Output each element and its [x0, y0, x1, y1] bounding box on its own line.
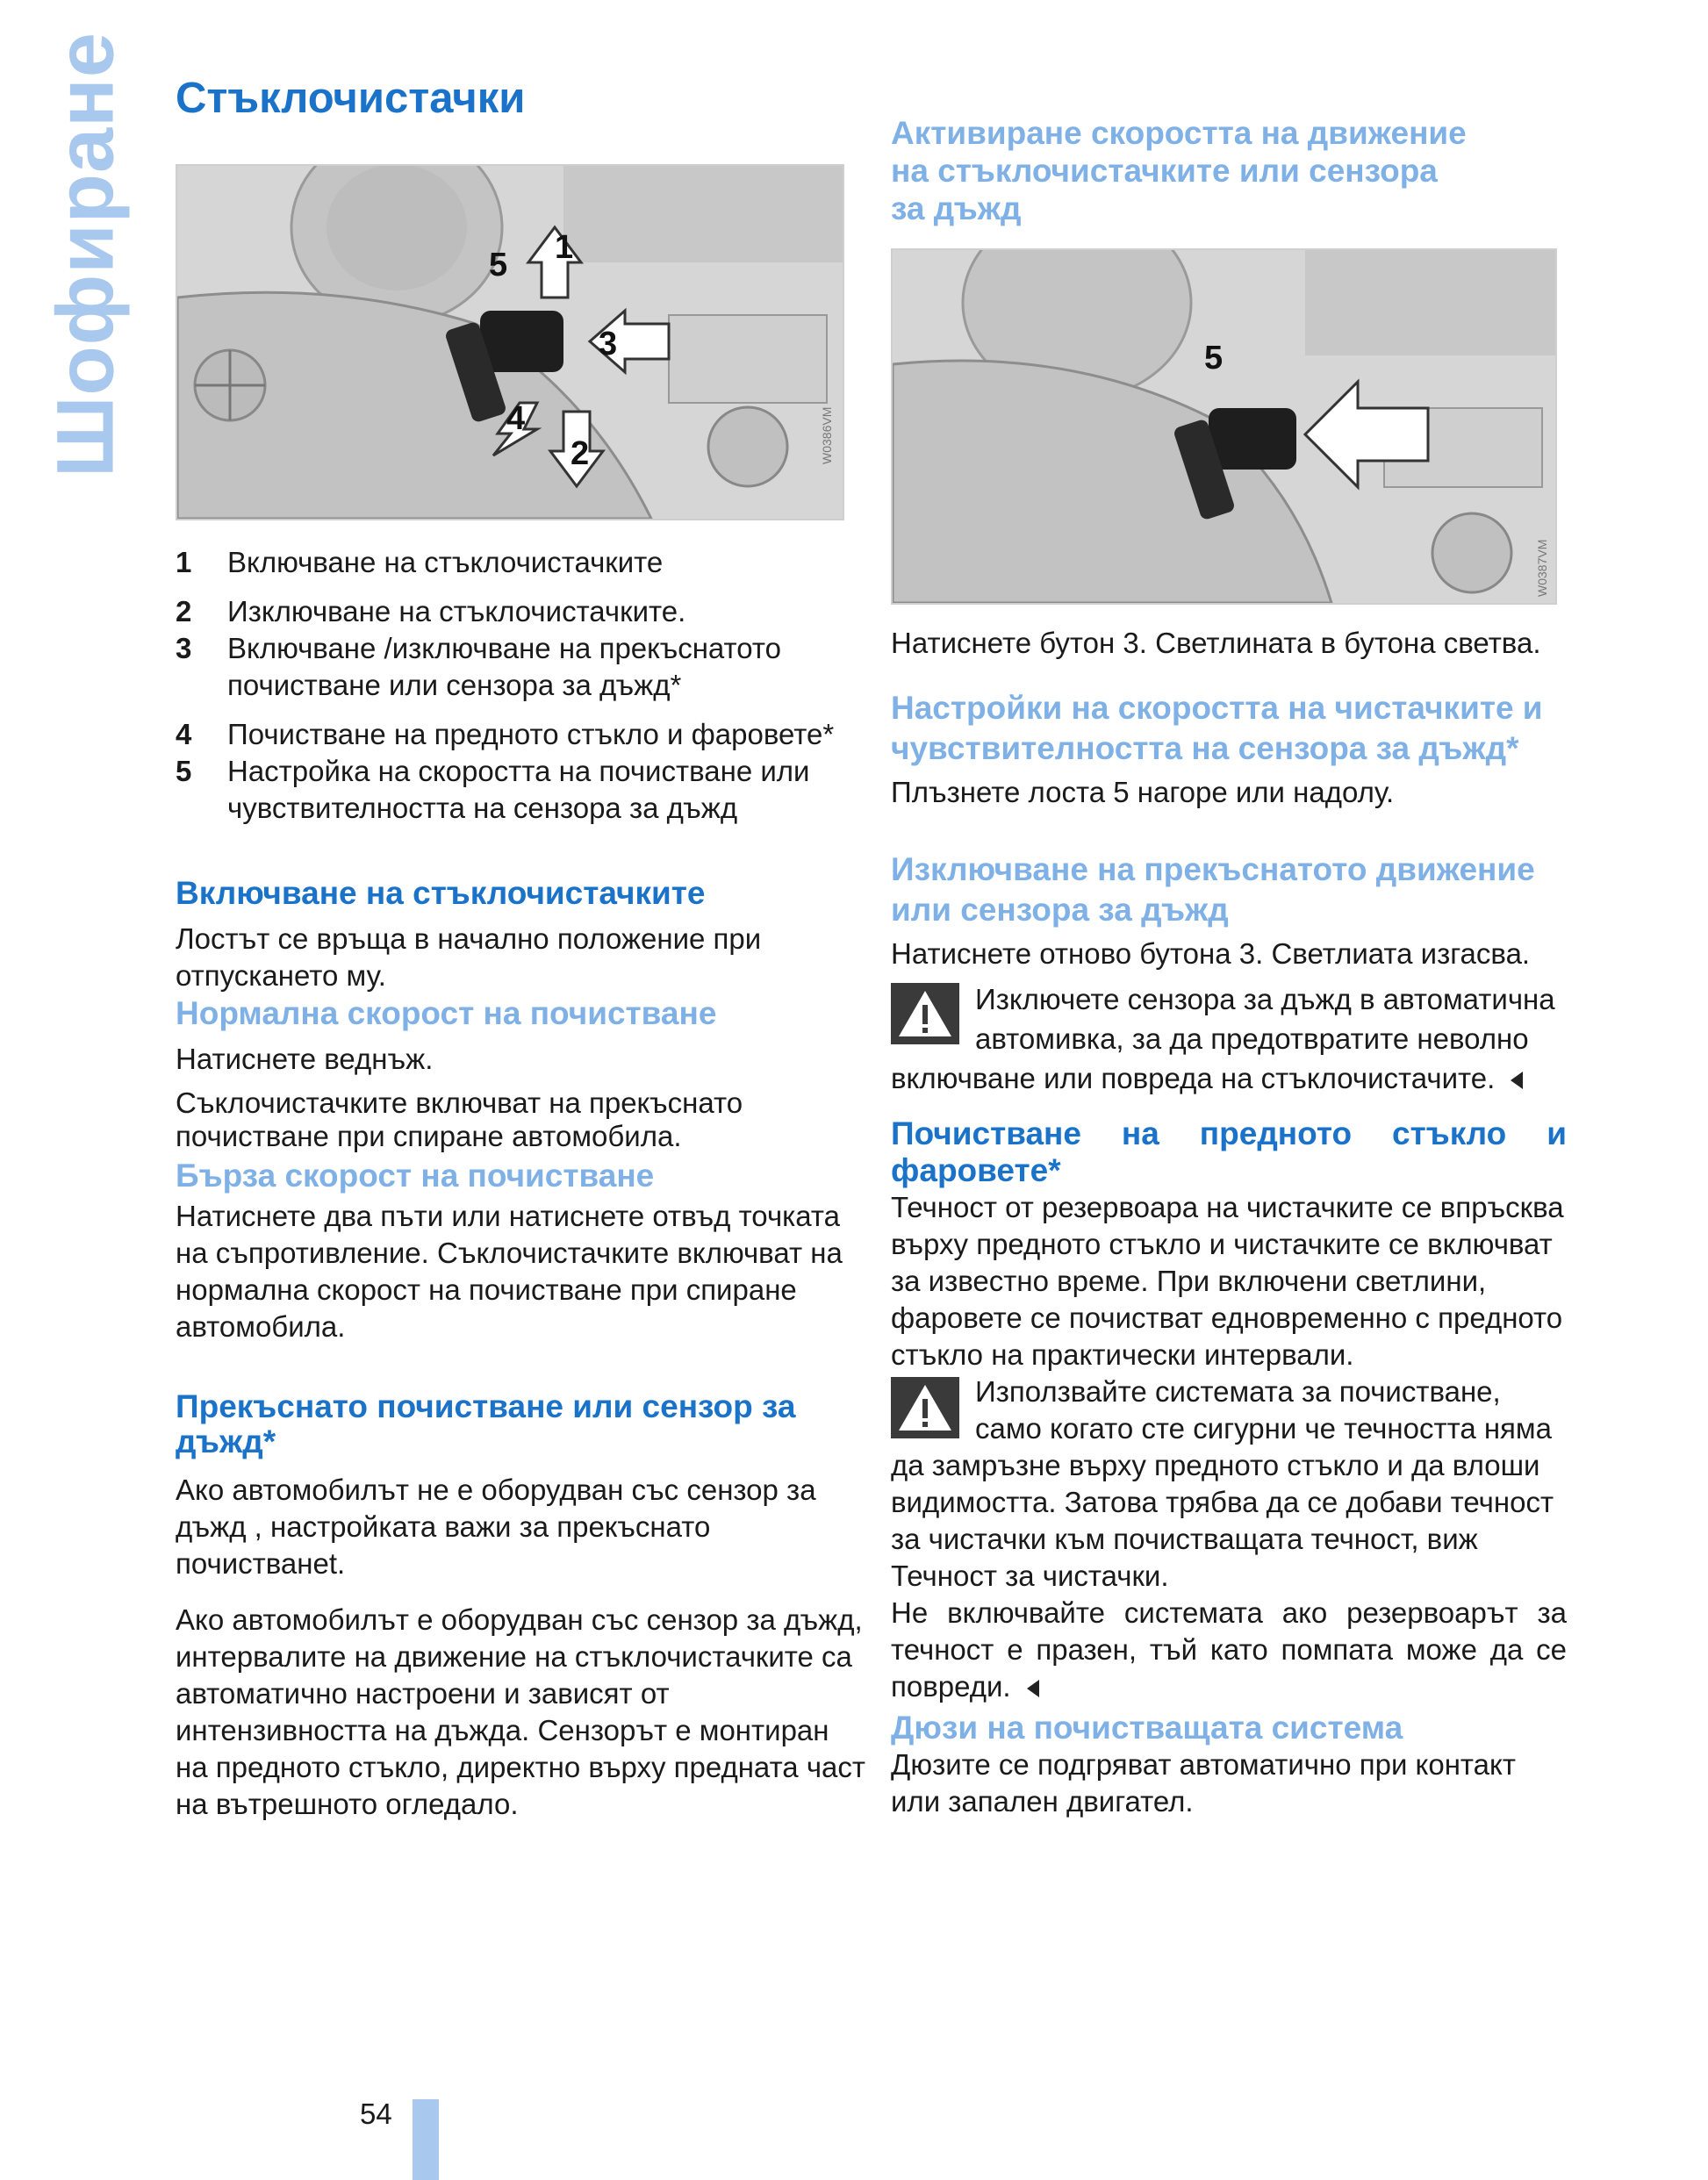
section-title-fast-speed: Бърза скорост на почистване [176, 1158, 655, 1194]
section-text: Натиснете веднъж. [176, 1043, 434, 1075]
section-text: Ако автомобилът не е оборудван със сензор за дъжд , настройката важи за прекъснато почистванеt. [176, 1474, 816, 1580]
section-text: Натиснете два пъти или натиснете отвъд точката на съпротивление. Съклочистачките включват на нормална скорост на почистване при спиране автомобила. [176, 1200, 843, 1343]
warning-note: Изключете сензора за дъжд в автоматична автомивка, за да предотвратите неволно включване или повреда на стъклочистачите. [891, 983, 1555, 1094]
section-text: Лостът се връща в начално положение при отпускането му. [176, 922, 762, 992]
figure1-callout-3: 3 [599, 326, 618, 362]
section-title-washer: Почистване на предното стъкло и фаровете* [891, 1115, 1567, 1188]
left-column [176, 874, 869, 1823]
warning-icon [891, 983, 959, 1044]
section-title-wipers-on: Включване на стъклочистачките [176, 875, 706, 911]
section-title-intermittent: Прекъснато почистване или сензор за дъжд* [176, 1388, 796, 1459]
side-section-label: Шофиране [40, 32, 131, 477]
section-text: Дюзите се подгряват автоматично при контакт или запален двигател. [891, 1748, 1516, 1818]
rain-sensor-illustration [893, 250, 1555, 603]
page-marker-bar [413, 2099, 439, 2180]
warning-note-continued: Не включвайте системата ако резервоарът за течност е празен, тъй като помпата може да се повреди. [891, 1596, 1567, 1703]
section-text: Ако автомобилът е оборудван със сензор за дъжд, интервалите на движение на стъклочистачките са автоматично настроени и зависят от интензивността на дъжда. Сензорът е монтиран на предното стъкло, директно върху предната част на вътрешното огледало. [176, 1603, 865, 1820]
section-text: Натиснете бутон 3. Светлината в бутона светва. [891, 627, 1541, 659]
warning-note: Използвайте системата за почистване, само когато сте сигурни че течността няма да замръзне върху предното стъкло и да влоши видимостта. Затова трябва да се добави течност за чистачки към почистващата течност, виж Течност за чистачки. [891, 1375, 1554, 1592]
warning-icon [891, 1377, 959, 1438]
figure1-callout-5: 5 [489, 247, 508, 283]
figure2-callout-5: 5 [1204, 340, 1224, 376]
right-column [891, 625, 1567, 1820]
section-title-sensitivity: Настройки на скоростта на чистачките и чувствителността на сензора за дъжд* [891, 690, 1543, 766]
section-text: Натиснете отново бутона 3. Светлиата изгасва. [891, 937, 1531, 970]
figure1-callout-4: 4 [506, 400, 526, 437]
section-text: Съклочистачките включват на прекъснато почистване при спиране автомобила. [176, 1086, 743, 1152]
section-text: Плъзнете лоста 5 нагоре или надолу. [891, 776, 1395, 808]
page-title: Стъклочистачки [176, 75, 526, 122]
figure-legend [176, 544, 904, 827]
wiper-stalk-figure [176, 164, 844, 520]
figure2-code: W0387VM [1535, 539, 1549, 597]
legend-item: 2 Изключване на стъклочистачките. [176, 595, 686, 627]
legend-item: 4 Почистване на предното стъкло и фаровете* [176, 718, 835, 750]
right-heading-1: Активиране скоростта на движение на стъклочистачките или сензора за дъжд [891, 115, 1467, 226]
figure1-callout-2: 2 [571, 435, 590, 472]
legend-item: 5 Настройка на скоростта на почистване или чувствителността на сензора за дъжд [176, 755, 810, 824]
section-title-normal-speed: Нормална скорост на почистване [176, 995, 717, 1031]
section-text: Течност от резервоара на чистачките се впръсква върху предното стъкло и чистачките се включват за известно време. При включени светлини, фаровете се почистват едновременно с предното стъкло на практически интервали. [891, 1191, 1564, 1371]
wiper-stalk-illustration [177, 166, 843, 519]
end-of-note-icon [1511, 1072, 1523, 1089]
legend-item: 3 Включване /изключване на прекъснатото почистване или сензора за дъжд* [176, 632, 782, 701]
rain-sensor-figure [891, 248, 1557, 605]
figure1-callout-1: 1 [555, 229, 574, 266]
end-of-note-icon [1027, 1680, 1039, 1697]
page-number: 54 [360, 2098, 392, 2130]
legend-item: 1 Включване на стъклочистачките [176, 546, 664, 578]
section-title-intermittent-off: Изключване на прекъснатото движение или сензора за дъжд [891, 851, 1535, 928]
figure1-code: W0386VM [820, 406, 834, 464]
section-title-nozzles: Дюзи на почистващата система [891, 1710, 1403, 1746]
